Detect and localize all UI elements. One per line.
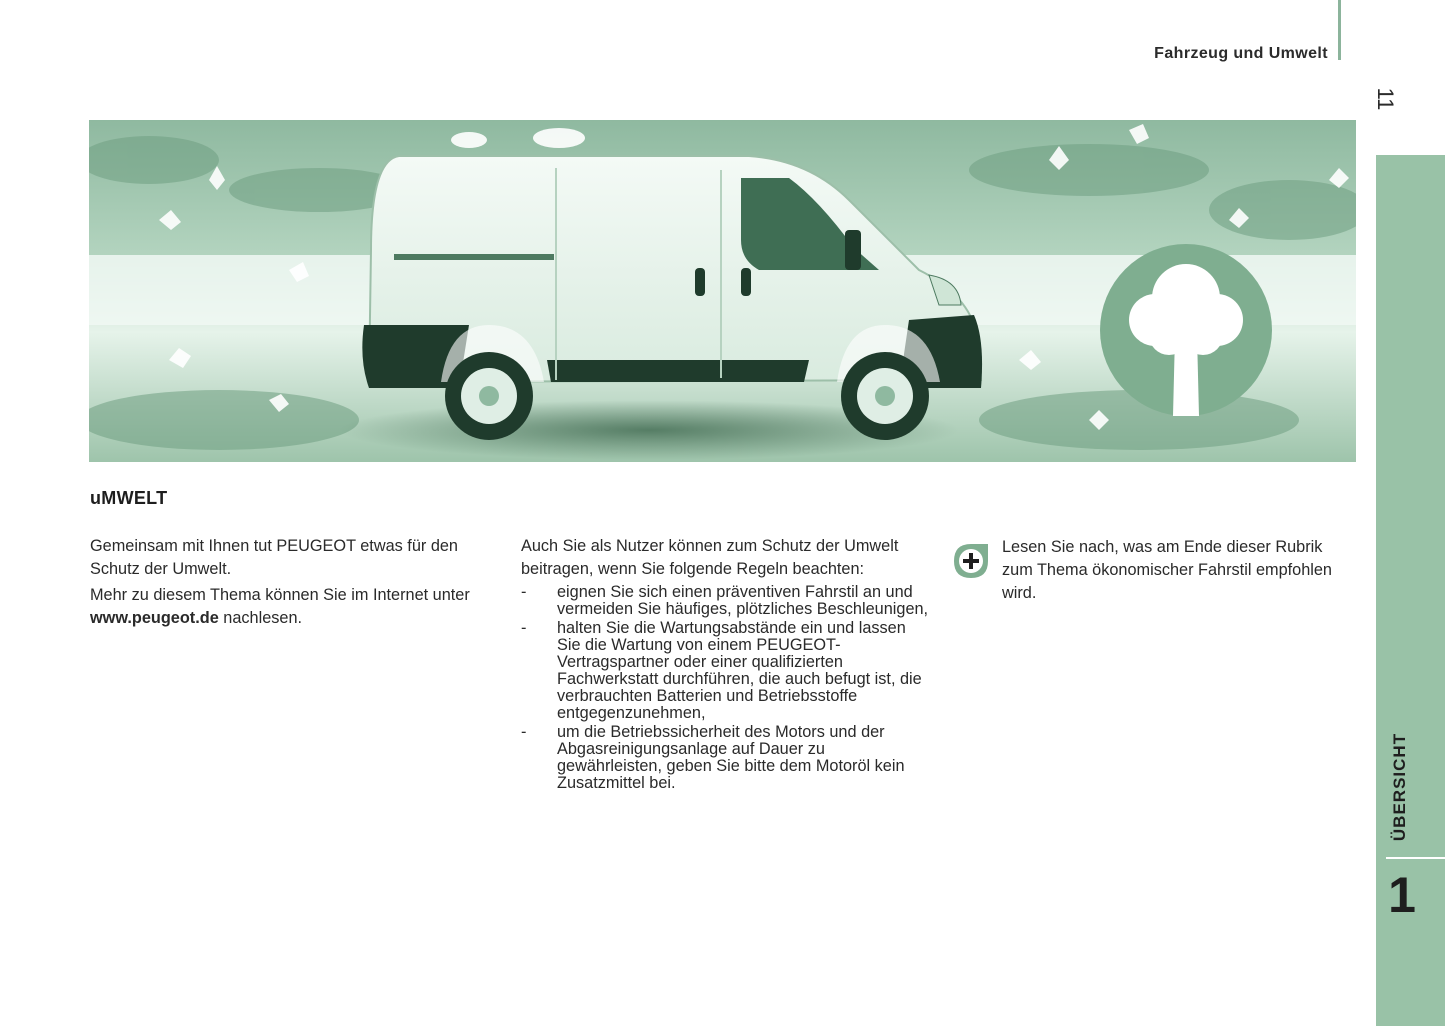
plus-leaf-icon: [950, 540, 992, 582]
website-link[interactable]: www.peugeot.de: [90, 609, 219, 627]
page-number: 11: [1373, 87, 1398, 111]
van-environment-banner: [89, 120, 1356, 462]
section-heading: uMWELT: [90, 488, 168, 508]
rule-text: halten Sie die Wartungsabstände ein und lassen Sie die Wartung von einem PEUGEOT-Vertragspartner oder einer qualifizierten Fachwerkstatt durchführen, die auch befugt ist, die verbrauchten Batterien und Betriebsstoffe entgegenzunehmen,: [557, 619, 922, 722]
website-prefix: Mehr zu diesem Thema können Sie im Internet unter: [90, 586, 470, 604]
chapter-tab-rule: [1386, 857, 1445, 859]
chapter-tab-label: ÜBERSICHT: [1390, 732, 1409, 842]
rules-list: [521, 584, 931, 792]
bullet-dash: -: [521, 723, 527, 741]
list-item: [521, 724, 931, 792]
list-item: [521, 584, 931, 618]
column-rules: [521, 535, 931, 794]
column-note: [1002, 536, 1347, 608]
list-item: [521, 620, 931, 722]
rules-intro: Auch Sie als Nutzer können zum Schutz der Umwelt beitragen, wenn Sie folgende Regeln beachten:: [521, 537, 899, 578]
tree-emblem-icon: [1100, 244, 1272, 416]
intro-paragraph: Gemeinsam mit Ihnen tut PEUGEOT etwas für den Schutz der Umwelt.: [90, 537, 458, 578]
website-suffix: nachlesen.: [218, 609, 303, 627]
website-paragraph: [90, 584, 505, 630]
running-header-title: Fahrzeug und Umwelt: [1154, 45, 1328, 62]
bullet-dash: -: [521, 619, 527, 637]
bullet-dash: -: [521, 583, 527, 601]
header-rule: [1338, 0, 1341, 60]
rule-text: eignen Sie sich einen präventiven Fahrstil an und vermeiden Sie häufiges, plötzliches Beschleunigen,: [557, 583, 929, 618]
rule-text: um die Betriebssicherheit des Motors und der Abgasreinigungsanlage auf Dauer zu gewährleisten, geben Sie bitte dem Motoröl kein Zusatzmittel bei.: [557, 723, 905, 792]
column-intro: [90, 535, 505, 633]
note-text: Lesen Sie nach, was am Ende dieser Rubrik zum Thema ökonomischer Fahrstil empfohlen wird.: [1002, 538, 1332, 602]
chapter-number: 1: [1388, 867, 1416, 923]
